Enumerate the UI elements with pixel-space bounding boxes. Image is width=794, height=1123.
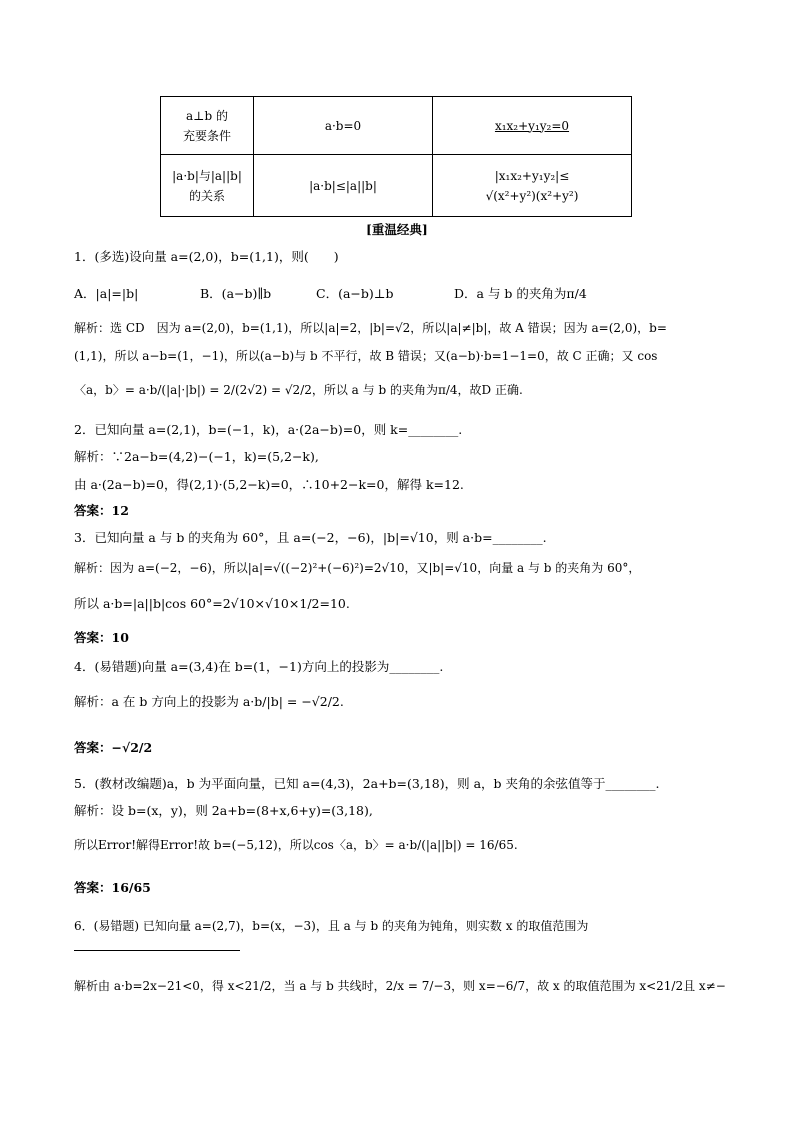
cell-text: |a·b|与|a||b| [172, 168, 242, 183]
cell-text: a⊥b 的 [186, 108, 228, 123]
table-row [161, 97, 632, 155]
table-row [161, 155, 632, 217]
answer: 答案：16/65 [74, 880, 151, 895]
solution-line: (1,1)，所以 a−b=(1，−1)，所以(a−b)与 b 不平行，故 B 错误；又(a−b)·b=1−1=0，故 C 正确；又 cos [74, 349, 658, 363]
cell-text: |x₁x₂+y₁y₂|≤ [494, 168, 570, 183]
option-a: A．|a|=|b| [74, 286, 139, 301]
solution-line: 〈a，b〉= a·b/(|a|·|b|) = 2/(2√2) = √2/2，所以 a 与 b 的夹角为π/4，故D 正确. [74, 383, 523, 397]
answer-blank [74, 938, 240, 955]
table-cell [161, 97, 254, 155]
vector-property-table [160, 96, 632, 217]
option-d: D．a 与 b 的夹角为π/4 [454, 286, 587, 301]
answer: 答案：10 [74, 630, 129, 645]
option-b: B．(a−b)∥b [200, 286, 272, 301]
question-6-stem: 6．(易错题) 已知向量 a=(2,7)，b=(x，−3)，且 a 与 b 的夹角为钝角，则实数 x 的取值范围为 [74, 919, 589, 933]
solution-line: 解析：设 b=(x，y)，则 2a+b=(8+x,6+y)=(3,18), [74, 803, 373, 818]
solution-line: 所以Error!解得Error!故 b=(−5,12)，所以cos〈a，b〉= a·b/(|a||b|) = 16/65. [74, 838, 518, 852]
question-5-stem: 5．(教材改编题)a，b 为平面向量，已知 a=(4,3)，2a+b=(3,18)，则 a，b 夹角的余弦值等于________. [74, 776, 660, 791]
question-1-stem: 1．(多选)设向量 a=(2,0)，b=(1,1)，则( ) [74, 249, 339, 264]
cell-text: 的关系 [188, 188, 225, 203]
solution-line: 解析：因为 a=(−2，−6)，所以|a|=√((−2)²+(−6)²)=2√10，又|b|=√10，向量 a 与 b 的夹角为 60°， [74, 561, 641, 575]
table-cell: |a·b|≤|a||b| [254, 155, 433, 217]
question-2-stem: 2．已知向量 a=(2,1)，b=(−1，k)，a·(2a−b)=0，则 k=________. [74, 422, 463, 437]
question-4-stem: 4．(易错题)向量 a=(3,4)在 b=(1，−1)方向上的投影为________. [74, 659, 444, 674]
solution-line: 解析：∵2a−b=(4,2)−(−1，k)=(5,2−k), [74, 449, 319, 464]
section-title: [重温经典] [366, 222, 428, 237]
solution-line: 由 a·(2a−b)=0，得(2,1)·(5,2−k)=0，∴10+2−k=0，解得 k=12. [74, 477, 464, 492]
table-cell [433, 97, 632, 155]
cell-text: 充要条件 [182, 128, 231, 143]
table-cell [433, 155, 632, 217]
solution-line: 所以 a·b=|a||b|cos 60°=2√10×√10×1/2=10. [74, 596, 350, 611]
solution-line: 解析：a 在 b 方向上的投影为 a·b/|b| = −√2/2. [74, 694, 344, 709]
answer: 答案：12 [74, 503, 129, 518]
answer: 答案：−√2/2 [74, 740, 153, 755]
cell-text: x₁x₂+y₁y₂=0 [494, 118, 570, 133]
table-cell: a·b=0 [254, 97, 433, 155]
option-c: C．(a−b)⊥b [316, 286, 394, 301]
table-cell [161, 155, 254, 217]
solution-line: 解析由 a·b=2x−21<0，得 x<21/2，当 a 与 b 共线时，2/x = 7/−3，则 x=−6/7，故 x 的取值范围为 x<21/2且 x≠− [74, 979, 726, 993]
cell-text: √(x²+y²)(x²+y²) [485, 188, 579, 203]
question-3-stem: 3．已知向量 a 与 b 的夹角为 60°，且 a=(−2，−6)，|b|=√10，则 a·b=________. [74, 530, 547, 545]
solution-line: 解析：选 CD 因为 a=(2,0)，b=(1,1)，所以|a|=2，|b|=√2，所以|a|≠|b|，故 A 错误；因为 a=(2,0)，b= [74, 321, 667, 335]
